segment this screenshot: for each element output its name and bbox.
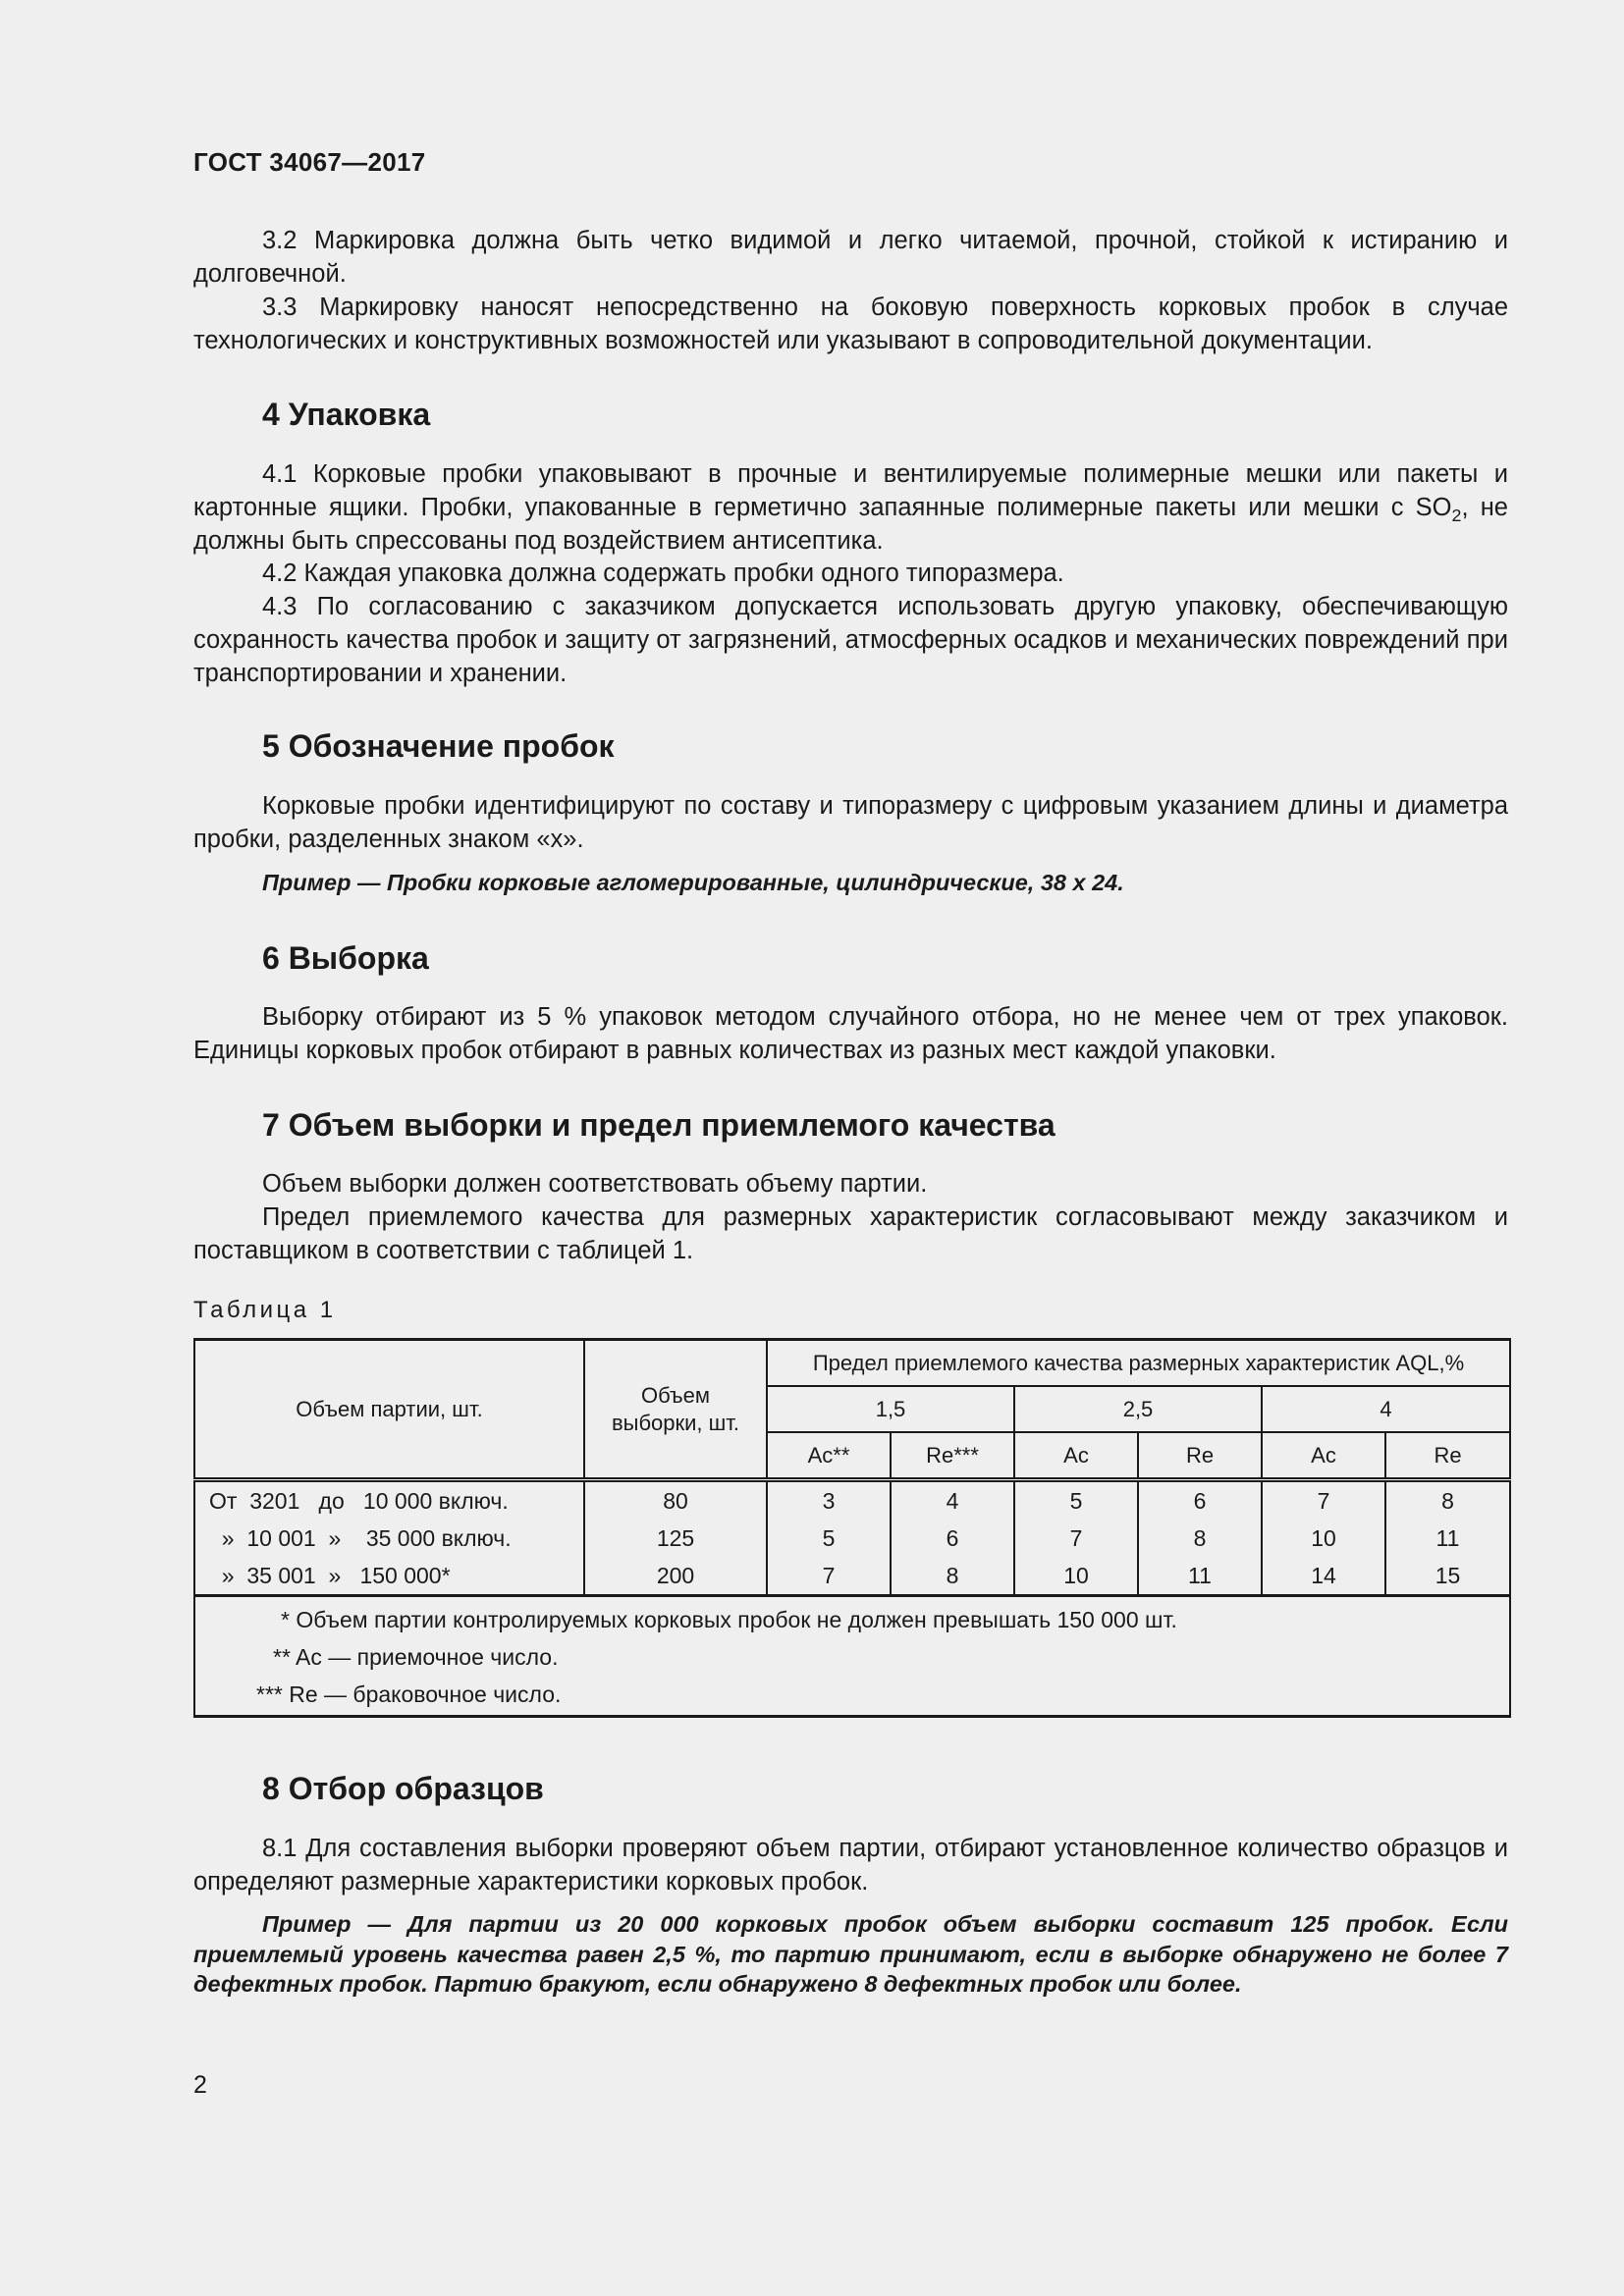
- cell-value: 8: [1385, 1480, 1510, 1521]
- clause-3-2: 3.2 Маркировка должна быть четко видимой и легко читаемой, прочной, стойкой к истиранию и долговечной.: [193, 227, 1508, 288]
- table-notes: [194, 1596, 1510, 1717]
- cell-value: 11: [1385, 1520, 1510, 1557]
- cell-value: 7: [767, 1557, 891, 1596]
- table-row: [194, 1480, 1510, 1521]
- cell-value: 5: [767, 1520, 891, 1557]
- cell-value: 7: [1014, 1520, 1138, 1557]
- section-8-example: Пример — Для партии из 20 000 корковых пробок объем выборки составит 125 пробок. Если приемлемый уровень качества равен 2,5 %, то партию принимают, если в выборке обнаружено не более 7 дефектных пробок. Партию бракуют, если обнаружено 8 дефектных пробок или более.: [193, 1911, 1508, 1997]
- cell-value: 15: [1385, 1557, 1510, 1596]
- page-number: 2: [193, 2071, 207, 2099]
- table-1: [193, 1338, 1511, 1718]
- cell-lot: » 35 001 » 150 000*: [194, 1557, 584, 1596]
- cell-value: 10: [1262, 1520, 1385, 1557]
- table-note: *** Re — браковочное число.: [256, 1682, 562, 1707]
- standard-header: ГОСТ 34067—2017: [193, 147, 426, 177]
- cell-lot: От 3201 до 10 000 включ.: [194, 1480, 584, 1521]
- section-5-example: Пример — Пробки корковые агломерированные, цилиндрические, 38 х 24.: [262, 870, 1124, 895]
- header-ac: Ac: [1014, 1432, 1138, 1480]
- clause-3-3: 3.3 Маркировку наносят непосредственно на боковую поверхность корковых пробок в случае технологических и конструктивных возможностей или указывают в сопроводительной документации.: [193, 294, 1508, 354]
- header-lot-size: Объем партии, шт.: [194, 1340, 584, 1480]
- cell-value: 14: [1262, 1557, 1385, 1596]
- section-7-title: 7 Объем выборки и предел приемлемого качества: [262, 1107, 1056, 1143]
- section-6-title: 6 Выборка: [262, 940, 429, 976]
- header-ac: Ac: [1262, 1432, 1385, 1480]
- so2-subscript: 2: [1451, 506, 1462, 526]
- clause-4-1-text: 4.1 Корковые пробки упаковывают в прочные и вентилируемые полимерные мешки или пакеты и картонные ящики. Пробки, упакованные в герметично запаянные полимерные пакеты или мешки с SO: [193, 460, 1508, 521]
- clause-4-3: 4.3 По согласованию с заказчиком допускается использовать другую упаковку, обеспечивающую сохранность качества пробок и защиту от загрязнений, атмосферных осадков и механических повреждений при транспортировании и хранении.: [193, 593, 1508, 687]
- table-row: [194, 1520, 1510, 1557]
- header-aql: Предел приемлемого качества размерных характеристик AQL,%: [767, 1340, 1510, 1387]
- cell-value: 4: [891, 1480, 1014, 1521]
- section-8-title: 8 Отбор образцов: [262, 1771, 544, 1806]
- section-7-text-b: Предел приемлемого качества для размерных характеристик согласовывают между заказчиком и поставщиком в соответствии с таблицей 1.: [193, 1203, 1508, 1264]
- header-aql-level: 2,5: [1014, 1386, 1262, 1432]
- header-re: Re: [1385, 1432, 1510, 1480]
- section-6-text: Выборку отбирают из 5 % упаковок методом случайного отбора, но не менее чем от трех упаковок. Единицы корковых пробок отбирают в равных количествах из разных мест каждой упаковки.: [193, 1003, 1508, 1064]
- clause-4-2: 4.2 Каждая упаковка должна содержать пробки одного типоразмера.: [262, 560, 1064, 587]
- cell-value: 10: [1014, 1557, 1138, 1596]
- clause-4-1-text-end: , не должны быть спрессованы под воздействием антисептика.: [193, 494, 1508, 555]
- table-note: ** Ac — приемочное число.: [273, 1644, 559, 1670]
- table-header-row-1: [194, 1340, 1510, 1387]
- cell-value: 5: [1014, 1480, 1138, 1521]
- clause-8-1: 8.1 Для составления выборки проверяют объем партии, отбирают установленное количество образцов и определяют размерные характеристики корковых пробок.: [193, 1835, 1508, 1896]
- cell-value: 8: [1138, 1520, 1262, 1557]
- cell-value: 7: [1262, 1480, 1385, 1521]
- cell-sample: 80: [584, 1480, 767, 1521]
- header-ac: Ac**: [767, 1432, 891, 1480]
- header-re: Re***: [891, 1432, 1014, 1480]
- section-5-text: Корковые пробки идентифицируют по составу и типоразмеру с цифровым указанием длины и диаметра пробки, разделенных знаком «х».: [193, 792, 1508, 853]
- table-row: [194, 1557, 1510, 1596]
- header-aql-level: 1,5: [767, 1386, 1014, 1432]
- cell-lot: » 10 001 » 35 000 включ.: [194, 1520, 584, 1557]
- header-sample-size: Объем выборки, шт.: [584, 1340, 767, 1480]
- cell-value: 3: [767, 1480, 891, 1521]
- table-notes-row: [194, 1596, 1510, 1717]
- header-re: Re: [1138, 1432, 1262, 1480]
- table-caption: Таблица 1: [193, 1297, 337, 1323]
- table-note: * Объем партии контролируемых корковых пробок не должен превышать 150 000 шт.: [281, 1607, 1177, 1632]
- cell-sample: 125: [584, 1520, 767, 1557]
- cell-value: 6: [891, 1520, 1014, 1557]
- cell-value: 11: [1138, 1557, 1262, 1596]
- section-5-title: 5 Обозначение пробок: [262, 728, 615, 764]
- section-7-text-a: Объем выборки должен соответствовать объему партии.: [262, 1170, 928, 1198]
- cell-sample: 200: [584, 1557, 767, 1596]
- section-4-title: 4 Упаковка: [262, 397, 431, 432]
- cell-value: 6: [1138, 1480, 1262, 1521]
- clause-4-1: [193, 457, 1508, 558]
- cell-value: 8: [891, 1557, 1014, 1596]
- header-aql-level: 4: [1262, 1386, 1510, 1432]
